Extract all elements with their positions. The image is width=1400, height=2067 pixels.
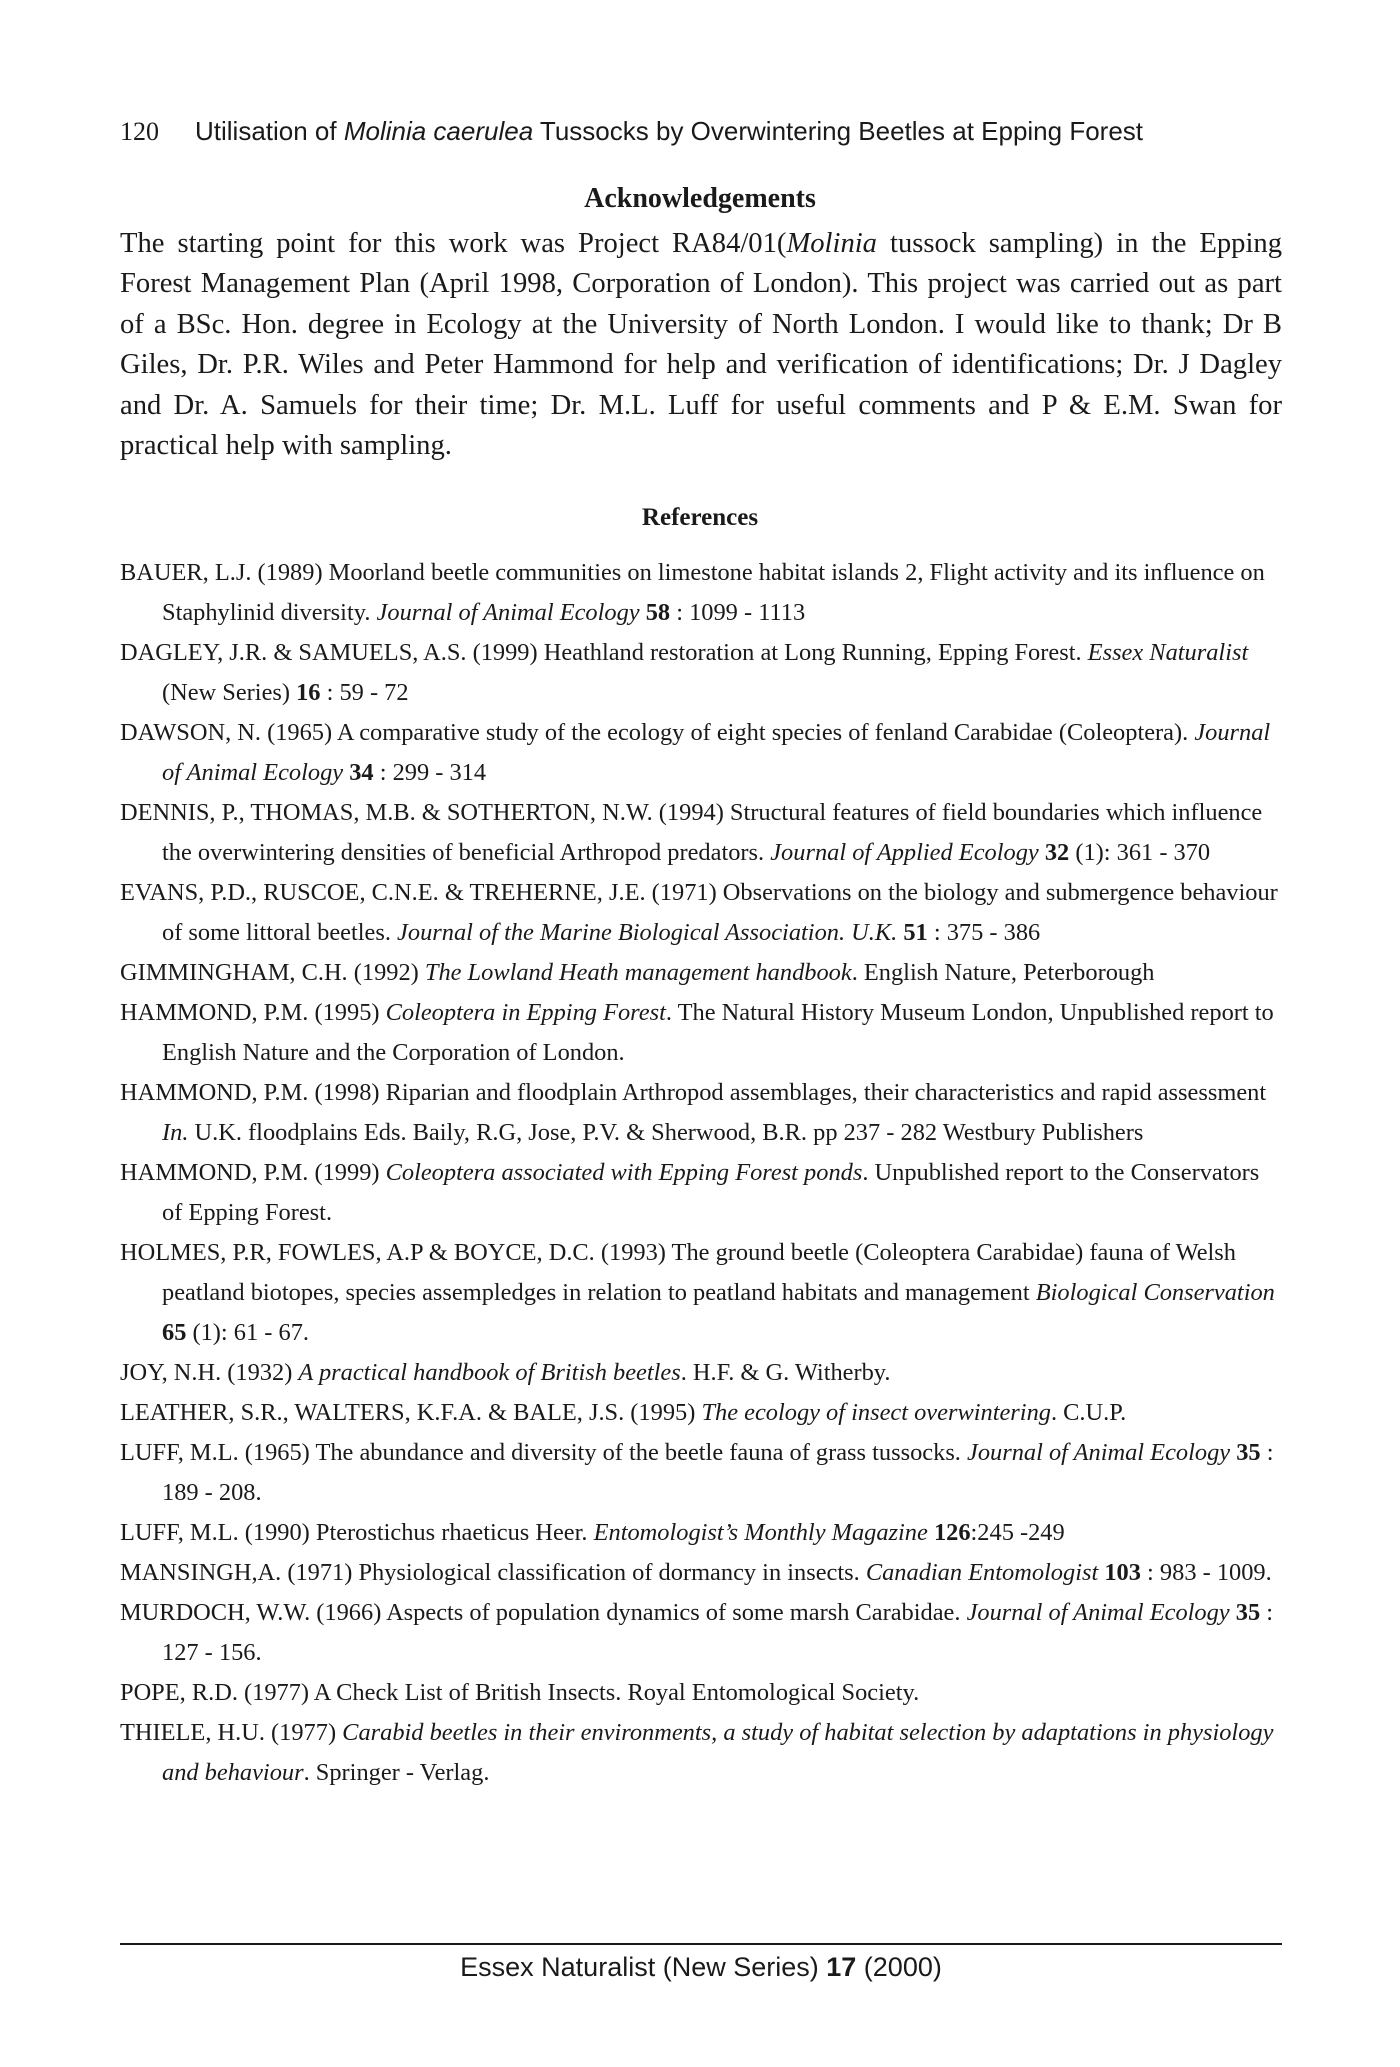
reference-entry: LUFF, M.L. (1990) Pterostichus rhaeticus Heer. Entomologist’s Monthly Magazine 126:245 -249 [120,1519,1065,1546]
reference-entry: MANSINGH,A. (1971) Physiological classification of dormancy in insects. Canadian Entomologist 103 : 983 - 1009. [120,1559,1272,1586]
page-number: 120 [120,117,159,146]
reference-entry: HAMMOND, P.M. (1999) Coleoptera associated with Epping Forest ponds. Unpublished report to the Conservators of Epping Forest. [120,1159,1260,1226]
reference-entry: GIMMINGHAM, C.H. (1992) The Lowland Heath management handbook. English Nature, Peterborough [120,959,1155,986]
reference-entry: DAGLEY, J.R. & SAMUELS, A.S. (1999) Heathland restoration at Long Running, Epping Forest. Essex Naturalist (New Series) 16 : 59 - 72 [120,639,1249,706]
reference-list [120,553,1280,1793]
footer-rule [120,1943,1282,1945]
reference-entry: HAMMOND, P.M. (1998) Riparian and floodplain Arthropod assemblages, their characteristics and rapid assessment In. U.K. floodplains Eds. Baily, R.G, Jose, P.V. & Sherwood, B.R. pp 237 - 282 Westbury Publishers [120,1079,1267,1146]
species-name: Molinia caerulea [343,116,534,146]
reference-entry: DENNIS, P., THOMAS, M.B. & SOTHERTON, N.W. (1994) Structural features of field boundaries which influence the overwintering densities of beneficial Arthropod predators. Journal of Applied Ecology 32 (1): 361 - 370 [120,799,1263,866]
footer-volume: 17 [826,1952,857,1982]
acknowledgements-heading: Acknowledgements [584,183,816,214]
running-title: Utilisation of Molinia caerulea Tussocks by Overwintering Beetles at Epping Forest [195,116,1144,146]
reference-entry: HAMMOND, P.M. (1995) Coleoptera in Epping Forest. The Natural History Museum London, Unpublished report to English Nature and the Corporation of London. [120,999,1274,1066]
reference-entry: JOY, N.H. (1932) A practical handbook of British beetles. H.F. & G. Witherby. [120,1359,891,1386]
reference-entry: LUFF, M.L. (1965) The abundance and diversity of the beetle fauna of grass tussocks. Journal of Animal Ecology 35 : 189 - 208. [120,1439,1274,1506]
reference-entry: DAWSON, N. (1965) A comparative study of the ecology of eight species of fenland Carabidae (Coleoptera). Journal of Animal Ecology 34 : 299 - 314 [120,719,1271,786]
reference-entry: THIELE, H.U. (1977) Carabid beetles in their environments, a study of habitat selection by adaptations in physiology and behaviour. Springer - Verlag. [120,1719,1274,1786]
running-head [120,116,1300,147]
reference-entry: POPE, R.D. (1977) A Check List of British Insects. Royal Entomological Society. [120,1679,920,1706]
reference-entry: BAUER, L.J. (1989) Moorland beetle communities on limestone habitat islands 2, Flight activity and its influence on Staphylinid diversity. Journal of Animal Ecology 58 : 1099 - 1113 [120,559,1265,626]
acknowledgements-text: The starting point for this work was Project RA84/01(Molinia tussock sampling) in the Epping Forest Management Plan (April 1998, Corporation of London). This project was carried out as part of a BSc. Hon. degree in Ecology at the University of North London. I would like to thank; Dr B Giles, Dr. P.R. Wiles and Peter Hammond for help and verification of identifications; Dr. J Dagley and Dr. A. Samuels for their time; Dr. M.L. Luff for useful comments and P & E.M. Swan for practical help with sampling. [120,228,1283,462]
footer: Essex Naturalist (New Series) 17 (2000) [460,1952,942,1982]
reference-entry: LEATHER, S.R., WALTERS, K.F.A. & BALE, J.S. (1995) The ecology of insect overwintering. C.U.P. [120,1399,1127,1426]
reference-entry: EVANS, P.D., RUSCOE, C.N.E. & TREHERNE, J.E. (1971) Observations on the biology and submergence behaviour of some littoral beetles. Journal of the Marine Biological Association. U.K. 51 : 375 - 386 [120,879,1278,946]
reference-entry: HOLMES, P.R, FOWLES, A.P & BOYCE, D.C. (1993) The ground beetle (Coleoptera Carabidae) fauna of Welsh peatland biotopes, species assempledges in relation to peatland habitats and management Biological Conservation 65 (1): 61 - 67. [120,1239,1275,1346]
references-heading: References [641,504,759,531]
reference-entry: MURDOCH, W.W. (1966) Aspects of population dynamics of some marsh Carabidae. Journal of Animal Ecology 35 : 127 - 156. [120,1599,1274,1666]
